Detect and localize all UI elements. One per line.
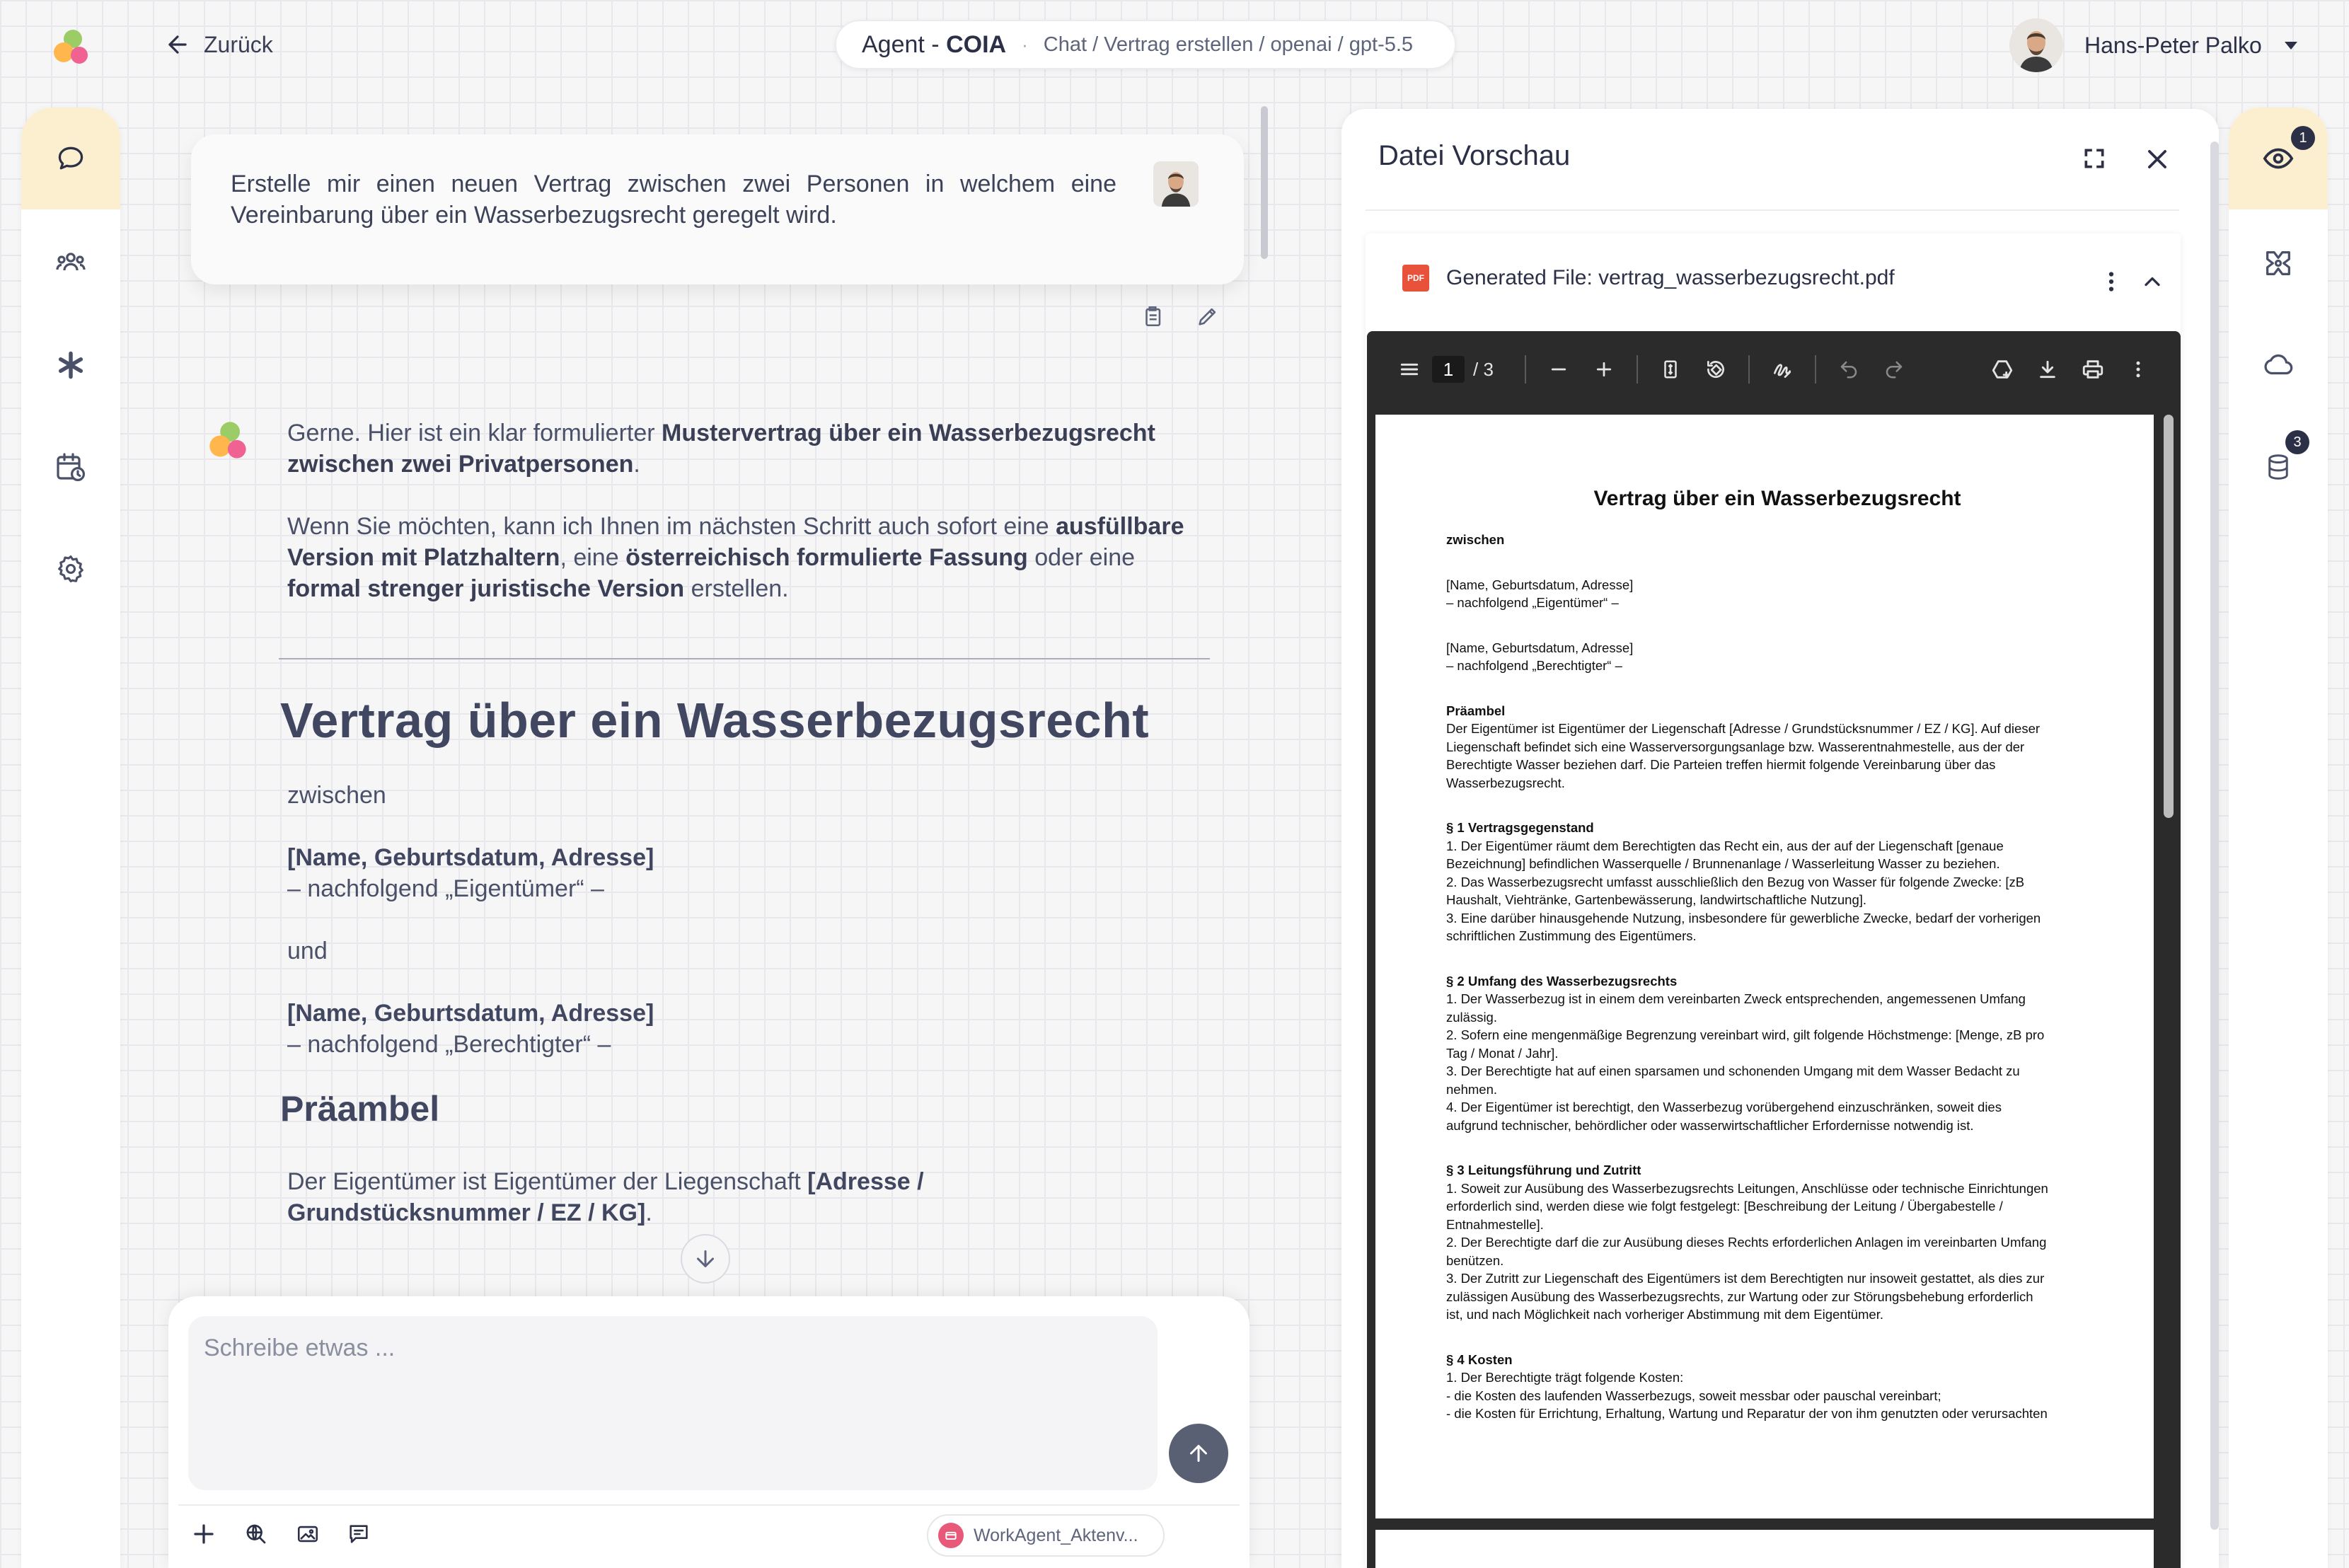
pdf-line: [Name, Geburtsdatum, Adresse] <box>1446 577 1634 592</box>
page-number-input[interactable]: 1 <box>1432 356 1465 383</box>
reply-paragraph: Gerne. Hier ist ein klar formulierter Mustervertrag über ein Wasserbezugsrecht zwischen zwei Privatpersonen. <box>287 420 1155 478</box>
back-label: Zurück <box>204 31 273 57</box>
pdf-spacer <box>1446 792 2083 819</box>
send-button[interactable] <box>1169 1424 1228 1483</box>
agent-icon <box>938 1523 964 1548</box>
pdf-line: Tag / Monat / Jahr]. <box>1446 1045 1559 1061</box>
pdf-file-icon: PDF <box>1402 265 1429 292</box>
pdf-scrollbar[interactable] <box>2164 415 2174 818</box>
arrow-down-icon <box>693 1246 718 1272</box>
composer-toolbar <box>191 1521 371 1547</box>
edit-icon[interactable] <box>1196 304 1220 328</box>
pdf-line: 3. Der Zutritt zur Liegenschaft des Eigentümers ist dem Berechtigten nur insoweit gestattet, als dies zur <box>1446 1271 2045 1286</box>
chat-icon <box>55 143 86 174</box>
doc-party-2: [Name, Geburtsdatum, Adresse] <box>287 1000 654 1027</box>
fullscreen-icon[interactable] <box>2080 144 2108 173</box>
redo-icon[interactable] <box>1871 347 1917 392</box>
pdf-line: 3. Der Berechtigte hat auf einen sparsamen und schonenden Umgang mit dem Wasser Bedacht zu <box>1446 1063 2020 1078</box>
pdf-line: nehmen. <box>1446 1081 1497 1097</box>
pdf-heading: § 4 Kosten <box>1446 1351 1513 1367</box>
scroll-down-button[interactable] <box>681 1234 730 1284</box>
contract-document <box>280 692 1207 1302</box>
user-avatar <box>2009 18 2063 72</box>
left-sidebar <box>21 108 120 1568</box>
users-icon <box>54 246 88 280</box>
close-icon[interactable] <box>2144 146 2171 173</box>
chevron-up-icon[interactable] <box>2140 269 2165 294</box>
sidebar-item-chat[interactable] <box>21 108 120 209</box>
message-avatar <box>1153 161 1199 207</box>
database-icon <box>2263 452 2293 482</box>
pdf-line: Der Eigentümer ist Eigentümer der Liegenschaft [Adresse / Grundstücksnummer / EZ / KG]. Auf dieser <box>1446 721 2041 736</box>
app-logo <box>51 27 92 68</box>
image-icon[interactable] <box>296 1522 320 1546</box>
zoom-in-icon[interactable] <box>1581 347 1627 392</box>
right-sidebar <box>2229 108 2328 1568</box>
plus-icon[interactable] <box>191 1521 217 1547</box>
pdf-heading: § 1 Vertragsgegenstand <box>1446 820 1594 835</box>
chevron-down-icon <box>2285 42 2297 50</box>
cloud-icon <box>2262 349 2295 381</box>
doc-party-2-role: – nachfolgend „Berechtigter“ – <box>287 1031 611 1058</box>
breadcrumb: Chat / Vertrag erstellen / openai / gpt-5.5 <box>1043 33 1414 56</box>
composer-divider <box>178 1504 1240 1506</box>
sidebar-item-preview[interactable] <box>2229 108 2328 209</box>
toolbar-separator <box>1525 355 1526 384</box>
doc-and: und <box>287 938 328 964</box>
rotate-icon[interactable] <box>1693 347 1738 392</box>
fit-page-icon[interactable] <box>1648 347 1693 392</box>
file-header[interactable] <box>1402 265 1895 292</box>
eye-icon <box>2262 142 2295 175</box>
pdf-page <box>1375 415 2154 1518</box>
pdf-spacer <box>1446 675 2083 702</box>
pdf-line: 3. Eine darüber hinausgehende Nutzung, insbesondere für gewerbliche Zwecke, bedarf der vorherigen <box>1446 910 2041 926</box>
sidebar-item-cloud[interactable] <box>2229 314 2328 416</box>
agent-selector-label: WorkAgent_Aktenv... <box>974 1525 1138 1545</box>
pdf-line: ist, und nach Möglichkeit nach vorheriger Abstimmung mit dem Eigentümer. <box>1446 1307 1883 1322</box>
file-name: Generated File: vertrag_wasserbezugsrecht.pdf <box>1446 266 1895 289</box>
more-options-icon[interactable] <box>2116 347 2161 392</box>
print-icon[interactable] <box>2070 347 2116 392</box>
pdf-heading: zwischen <box>1446 532 1505 547</box>
pdf-spacer <box>1446 612 2083 639</box>
toolbar-separator <box>1815 355 1816 384</box>
pdf-line: zulässig. <box>1446 1009 1497 1025</box>
pdf-line: 1. Soweit zur Ausübung des Wasserbezugsrechts Leitungen, Anschlüsse oder technische Einrichtungen <box>1446 1180 2048 1196</box>
preview-title: Datei Vorschau <box>1378 140 1571 171</box>
calendar-clock-icon <box>54 450 88 484</box>
network-icon <box>2262 247 2295 279</box>
pdf-line: Wasserbezugsrecht. <box>1446 775 1565 790</box>
pdf-page-content <box>1446 531 2083 1423</box>
more-vertical-icon[interactable] <box>2099 267 2124 296</box>
pdf-heading: § 3 Leitungsführung und Zutritt <box>1446 1163 1641 1177</box>
pdf-line: schriftlichen Zustimmung des Eigentümers. <box>1446 928 1697 943</box>
back-button[interactable] <box>164 28 273 61</box>
doc-party-1: [Name, Geburtsdatum, Adresse] <box>287 844 654 871</box>
pdf-line: – nachfolgend „Berechtigter“ – <box>1446 658 1622 673</box>
pdf-line: - die Kosten des laufenden Wasserbezugs, soweit messbar oder pauschal vereinbart; <box>1446 1388 1941 1403</box>
message-actions <box>1141 304 1220 328</box>
settings-icon <box>55 553 86 584</box>
arrow-up-icon <box>1186 1441 1211 1466</box>
arrow-left-icon <box>164 31 191 58</box>
pdf-spacer <box>1446 1324 2083 1351</box>
document-title: Vertrag über ein Wasserbezugsrecht <box>280 693 1150 748</box>
pdf-page-2 <box>1375 1530 2154 1568</box>
assistant-reply <box>287 417 1207 635</box>
copy-icon[interactable] <box>1141 304 1165 328</box>
pdf-line: 1. Der Wasserbezug ist in einem dem vereinbarten Zweck entsprechenden, angemessenen Umfang <box>1446 991 2026 1006</box>
database-badge: 3 <box>2285 430 2309 454</box>
save-drive-icon[interactable] <box>1980 347 2025 392</box>
pdf-line: 1. Der Berechtigte trägt folgende Kosten: <box>1446 1370 1684 1385</box>
pdf-line: Berechtigte Wasser beziehen darf. Die Parteien treffen hiermit folgende Vereinbarung über das <box>1446 757 1996 772</box>
agent-title: Agent - COIA <box>862 30 1007 58</box>
divider <box>279 658 1210 659</box>
pdf-heading: Präambel <box>1446 703 1506 718</box>
doc-preamble-text: Der Eigentümer ist Eigentümer der Liegenschaft [Adresse / Grundstücksnummer / EZ / KG]. <box>287 1168 924 1226</box>
asterisk-icon <box>55 350 86 381</box>
sidebar-item-database[interactable] <box>2229 416 2328 518</box>
toolbar-separator <box>1637 355 1638 384</box>
sidebar-item-schedule[interactable] <box>21 416 120 518</box>
pdf-spacer <box>1446 1134 2083 1161</box>
pdf-line: 2. Das Wasserbezugsrecht umfasst ausschließlich den Bezug von Wasser für folgende Zwecke: [zB <box>1446 874 2025 889</box>
pdf-line: [Name, Geburtsdatum, Adresse] <box>1446 640 1634 655</box>
doc-preamble-heading: Präambel <box>280 1089 440 1129</box>
agent-selector[interactable] <box>927 1514 1165 1557</box>
user-name: Hans-Peter Palko <box>2084 32 2262 58</box>
pdf-toolbar <box>1367 331 2181 408</box>
pdf-line: zulässigen Ausübung des Wasserbezugsrechts, zur Wartung oder zur Störungsbehebung erforderlich <box>1446 1289 2033 1304</box>
sidebar-item-prompts[interactable] <box>21 314 120 416</box>
draw-icon[interactable] <box>1760 347 1805 392</box>
pdf-line: Haushalt, Viehtränke, Gartenbewässerung, landwirtschaftliche Nutzung]. <box>1446 892 1867 907</box>
chat-context-pill <box>835 20 1456 69</box>
pdf-line: aufgrund technischer, behördlicher oder wasserwirtschaftlicher Erfordernisse notwendig ist. <box>1446 1117 1974 1133</box>
message-input[interactable] <box>188 1316 1158 1490</box>
download-icon[interactable] <box>2025 347 2070 392</box>
sidebar-item-settings[interactable] <box>21 518 120 620</box>
separator-dot: · <box>1022 33 1028 55</box>
pdf-line: 2. Der Berechtigte darf die zur Ausübung dieses Rechts erforderlichen Anlagen im vereinbarten Umfang <box>1446 1235 2047 1250</box>
pdf-line: - die Kosten für Errichtung, Erhaltung, Wartung und Reparatur der von ihm genutzten oder verursachten <box>1446 1406 2048 1421</box>
pdf-line: – nachfolgend „Eigentümer“ – <box>1446 595 1619 610</box>
toolbar-separator <box>1748 355 1750 384</box>
pdf-line: 4. Der Eigentümer ist berechtigt, den Wasserbezug vorübergehend einzuschränken, soweit dies <box>1446 1100 2002 1114</box>
preview-badge: 1 <box>2291 126 2315 150</box>
sidebar-item-users[interactable] <box>21 212 120 314</box>
pdf-line: 1. Der Eigentümer räumt dem Berechtigten das Recht ein, aus der auf der Liegenschaft [genaue <box>1446 838 2004 853</box>
doc-party-1-role: – nachfolgend „Eigentümer“ – <box>287 875 604 902</box>
pdf-line: Entnahmestelle]. <box>1446 1216 1544 1232</box>
zoom-out-icon[interactable] <box>1536 347 1581 392</box>
chat-scrollbar[interactable] <box>1261 106 1268 259</box>
pdf-line: Liegenschaft befindet sich eine Wasserversorgungsanlage bzw. Wasserentnahmestelle, aus der der <box>1446 739 2025 754</box>
menu-icon[interactable] <box>1387 347 1432 392</box>
sidebar-item-network[interactable] <box>2229 212 2328 314</box>
pdf-page-title: Vertrag über ein Wasserbezugsrecht <box>1593 487 1961 510</box>
pdf-spacer <box>1446 549 2083 576</box>
assistant-avatar <box>207 419 250 463</box>
pdf-line: erforderlich sind, werden diese wie folgt festgelegt: [Beschreibung der Leitung / Übergabestelle / <box>1446 1199 2003 1214</box>
pdf-line: 2. Sofern eine mengenmäßige Begrenzung vereinbart wird, gilt folgende Höchstmenge: [Menge, zB pro <box>1446 1027 2045 1042</box>
pdf-spacer <box>1446 945 2083 972</box>
pdf-line: Bezeichnung] befindlichen Wasserquelle / Brunnenanlage / Wasserleitung Wasser zu beziehen. <box>1446 856 2000 871</box>
reply-paragraph: Wenn Sie möchten, kann ich Ihnen im nächsten Schritt auch sofort eine ausfüllbare Version mit Platzhaltern, eine österreichisch formulierte Fassung oder eine formal strenger juristische Version erstellen. <box>287 513 1184 602</box>
user-message: Erstelle mir einen neuen Vertrag zwischen zwei Personen in welchem eine Vereinbarung über ein Wasserbezugsrecht geregelt wird. <box>191 134 1244 284</box>
undo-icon[interactable] <box>1826 347 1871 392</box>
page-total: / 3 <box>1473 358 1494 380</box>
pdf-line: benützen. <box>1446 1252 1504 1268</box>
user-menu[interactable] <box>2009 17 2297 74</box>
pdf-heading: § 2 Umfang des Wasserbezugsrechts <box>1446 973 1678 988</box>
message-template-icon[interactable] <box>347 1522 371 1546</box>
preview-scrollbar[interactable] <box>2210 142 2219 1530</box>
preview-divider <box>1366 209 2179 211</box>
web-search-icon[interactable] <box>243 1521 269 1547</box>
doc-between: zwischen <box>287 782 386 809</box>
